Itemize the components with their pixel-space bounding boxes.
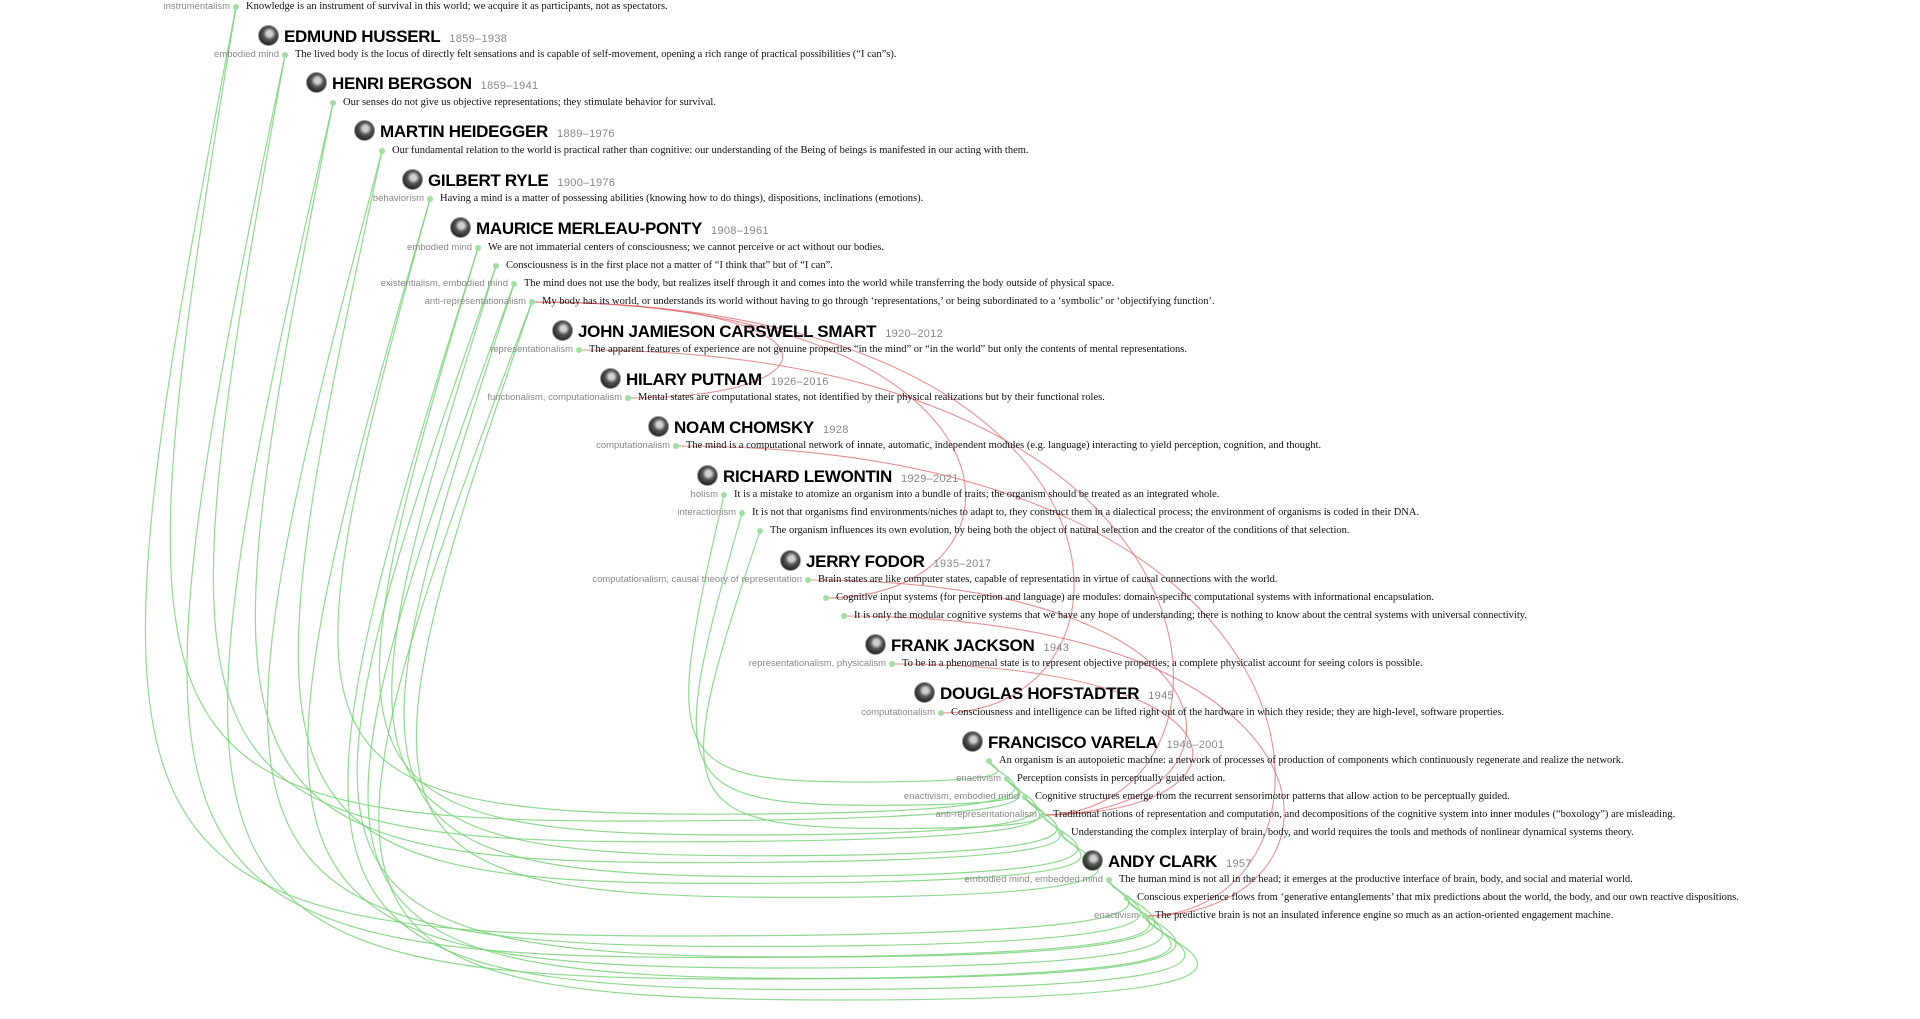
philosopher-name: DOUGLAS HOFSTADTER xyxy=(940,684,1140,703)
merleau-quote[interactable]: My body has its world, or understands its world without having to go through ‘representations,’ or being subordinated to a ‘symbolic’ or ‘objectifying function’. xyxy=(542,296,1215,307)
quote-node[interactable] xyxy=(721,492,727,498)
smart-portrait xyxy=(552,320,573,341)
fodor-quote[interactable]: Cognitive input systems (for perception and language) are modules: domain-specific computational systems with informational encapsulation. xyxy=(836,592,1435,603)
jackson-name xyxy=(891,636,1069,658)
lewontin-quote[interactable]: The organism influences its own evolution, by being both the object of natural selection and the creator of the conditions of that selection. xyxy=(770,525,1350,536)
varela-portrait xyxy=(962,731,983,752)
quote-node[interactable] xyxy=(1106,877,1112,883)
stance-tag: computationalism xyxy=(861,707,935,718)
stance-tag: embodied mind, embedded mind xyxy=(964,874,1103,885)
quote-node[interactable] xyxy=(823,595,829,601)
bergson-portrait xyxy=(306,72,327,93)
lifespan-years: 1957 xyxy=(1226,858,1252,870)
philosopher-name: HENRI BERGSON xyxy=(332,74,472,93)
merleau-name xyxy=(476,219,769,241)
stance-tag: enactivism, embodied mind xyxy=(903,791,1019,802)
philosopher-name: EDMUND HUSSERL xyxy=(284,27,441,46)
lifespan-years: 1928 xyxy=(822,424,849,436)
quote-node[interactable] xyxy=(986,758,992,764)
putnam-quote[interactable]: Mental states are computational states, not identified by their physical realizations but by their functional roles. xyxy=(638,392,1105,403)
dewey-quote[interactable]: Knowledge is an instrument of survival in this world; we acquire it as participants, not as spectators. xyxy=(246,1,668,12)
stance-tag: computationalism xyxy=(596,440,670,451)
quote-node[interactable] xyxy=(529,299,535,305)
husserl-quote[interactable]: The lived body is the locus of directly felt sensations and is capable of self-movement, opening a rich range of practical possibilities (“I can”s). xyxy=(295,49,897,60)
quote-node[interactable] xyxy=(427,196,433,202)
clark-quote[interactable]: Conscious experience flows from ‘generative entanglements’ that mix predictions about the world, the body, and our own reactive dispositions. xyxy=(1137,892,1739,903)
quote-node[interactable] xyxy=(576,347,582,353)
quote-node[interactable] xyxy=(330,100,336,106)
quote-node[interactable] xyxy=(379,148,385,154)
quote-node[interactable] xyxy=(1058,830,1064,836)
lifespan-years: 1943 xyxy=(1043,642,1070,654)
stance-tag: enactivism xyxy=(1094,910,1139,921)
quote-node[interactable] xyxy=(511,281,517,287)
philosopher-name: FRANK JACKSON xyxy=(891,636,1035,655)
quote-node[interactable] xyxy=(625,395,631,401)
quote-node[interactable] xyxy=(1142,913,1148,919)
stance-tag: existentialism, embodied mind xyxy=(380,278,508,289)
quote-node[interactable] xyxy=(1004,776,1010,782)
clark-quote[interactable]: The predictive brain is not an insulated inference engine so much as an action-oriented engagement machine. xyxy=(1155,910,1614,921)
philosopher-name: MAURICE MERLEAU-PONTY xyxy=(476,219,703,238)
stance-tag: representationalism, physicalism xyxy=(748,658,886,669)
stance-tag: functionalism, computationalism xyxy=(487,392,622,403)
varela-quote[interactable]: Cognitive structures emerge from the recurrent sensorimotor patterns that allow action to be perceptually guided. xyxy=(1035,791,1510,802)
varela-name xyxy=(988,733,1224,755)
husserl-portrait xyxy=(258,25,279,46)
lifespan-years: 1926–2016 xyxy=(770,376,829,388)
merleau-quote[interactable]: Consciousness is in the first place not a matter of “I think that” but of “I can”. xyxy=(506,260,833,271)
stance-tag: enactivism xyxy=(956,773,1001,784)
heidegger-portrait xyxy=(354,120,375,141)
lifespan-years: 1935–2017 xyxy=(933,558,992,570)
link-arc xyxy=(379,302,1198,1000)
stance-tag: behaviorism xyxy=(372,193,424,204)
lewontin-quote[interactable]: It is not that organisms find environments/niches to adapt to, they construct them in a dialectical process; the environment of organisms is coded in their DNA. xyxy=(752,507,1420,518)
bergson-name xyxy=(332,74,538,96)
stance-tag: embodied mind xyxy=(214,49,279,60)
clark-name xyxy=(1108,852,1252,874)
stance-tag: representationalism xyxy=(490,344,573,355)
fodor-name xyxy=(806,552,991,574)
stance-tag: instrumentalism xyxy=(163,1,230,12)
lifespan-years: 1889–1976 xyxy=(557,128,615,140)
merleau-quote[interactable]: The mind does not use the body, but realizes itself through it and comes into the world while transferring the body outside of physical space. xyxy=(524,278,1115,289)
philosopher-name: JOHN JAMIESON CARSWELL SMART xyxy=(578,322,877,341)
lewontin-name xyxy=(723,467,959,489)
stance-tag: embodied mind xyxy=(407,242,472,253)
varela-quote[interactable]: Understanding the complex interplay of brain, body, and world requires the tools and methods of nonlinear dynamical systems theory. xyxy=(1071,827,1634,838)
lifespan-years: 1859–1938 xyxy=(449,33,508,45)
ryle-portrait xyxy=(402,169,423,190)
chomsky-name xyxy=(674,418,849,440)
chomsky-portrait xyxy=(648,416,669,437)
philosopher-name: GILBERT RYLE xyxy=(428,171,549,190)
philosopher-name: RICHARD LEWONTIN xyxy=(723,467,892,486)
ryle-quote[interactable]: Having a mind is a matter of possessing abilities (knowing how to do things), dispositions, inclinations (emotions). xyxy=(440,193,924,204)
heidegger-quote[interactable]: Our fundamental relation to the world is practical rather than cognitive: our understanding of the Being of beings is manifested in our acting with them. xyxy=(392,145,1029,156)
philosopher-name: MARTIN HEIDEGGER xyxy=(380,122,549,141)
lifespan-years: 1908–1961 xyxy=(711,225,769,237)
quote-node[interactable] xyxy=(841,613,847,619)
merleau-portrait xyxy=(450,217,471,238)
clark-quote[interactable]: The human mind is not all in the head; it emerges at the productive interface of brain, body, and social and material world. xyxy=(1119,874,1633,885)
varela-quote[interactable]: An organism is an autopoietic machine: a network of processes of production of components which continuously regenerate and realize the network. xyxy=(999,755,1624,766)
quote-node[interactable] xyxy=(493,263,499,269)
quote-node[interactable] xyxy=(673,443,679,449)
quote-node[interactable] xyxy=(805,577,811,583)
lifespan-years: 1900–1976 xyxy=(557,177,616,189)
heidegger-name xyxy=(380,122,615,144)
smart-name xyxy=(578,322,943,344)
varela-quote[interactable]: Perception consists in perceptually guided action. xyxy=(1017,773,1226,784)
lewontin-quote[interactable]: It is a mistake to atomize an organism into a bundle of traits; the organism should be treated as an integrated whole. xyxy=(734,489,1220,500)
lifespan-years: 1945 xyxy=(1148,690,1174,702)
bergson-quote[interactable]: Our senses do not give us objective representations; they stimulate behavior for survival. xyxy=(343,97,716,108)
quote-node[interactable] xyxy=(739,510,745,516)
hofstadter-name xyxy=(940,684,1174,706)
lewontin-portrait xyxy=(697,465,718,486)
stance-tag: anti-representationalism xyxy=(424,296,526,307)
lifespan-years: 1946–2001 xyxy=(1166,739,1225,751)
philosopher-name: JERRY FODOR xyxy=(806,552,925,571)
fodor-quote[interactable]: Brain states are like computer states, capable of representation in virtue of causal connections with the world. xyxy=(818,574,1278,585)
philosopher-name: NOAM CHOMSKY xyxy=(674,418,814,437)
chomsky-quote[interactable]: The mind is a computational network of innate, automatic, independent modules (e.g. language) interacting to yield perception, cognition, and thought. xyxy=(686,440,1322,451)
stance-tag: holism xyxy=(690,489,718,500)
stance-tag: computationalism, causal theory of representation xyxy=(592,574,802,585)
ryle-name xyxy=(428,171,615,193)
quote-node[interactable] xyxy=(475,245,481,251)
putnam-name xyxy=(626,370,829,392)
quote-node[interactable] xyxy=(1124,895,1130,901)
fodor-quote[interactable]: It is only the modular cognitive systems that we have any hope of understanding; there is nothing to know about the central systems with universal connectivity. xyxy=(854,610,1527,621)
lifespan-years: 1920–2012 xyxy=(885,328,944,340)
quote-node[interactable] xyxy=(757,528,763,534)
jackson-quote[interactable]: To be in a phenomenal state is to represent objective properties; a complete physicalist account for seeing colors is possible. xyxy=(902,658,1423,669)
quote-node[interactable] xyxy=(889,661,895,667)
putnam-portrait xyxy=(600,368,621,389)
jackson-portrait xyxy=(865,634,886,655)
lifespan-years: 1859–1941 xyxy=(480,80,539,92)
philosopher-name: FRANCISCO VARELA xyxy=(988,733,1158,752)
quote-node[interactable] xyxy=(938,710,944,716)
smart-quote[interactable]: The apparent features of experience are not genuine properties “in the mind” or “in the world” but only the contents of mental representations. xyxy=(589,344,1187,355)
hofstadter-portrait xyxy=(914,682,935,703)
husserl-name xyxy=(284,27,507,49)
fodor-portrait xyxy=(780,550,801,571)
quote-node[interactable] xyxy=(1040,812,1046,818)
varela-quote[interactable]: Traditional notions of representation and computation, and decompositions of the cognitive system into inner modules (“boxology”) are misleading. xyxy=(1053,809,1676,820)
clark-portrait xyxy=(1082,850,1103,871)
stance-tag: interactionism xyxy=(677,507,736,518)
stance-tag: anti-representationalism xyxy=(935,809,1037,820)
philosopher-name: HILARY PUTNAM xyxy=(626,370,762,389)
quote-node[interactable] xyxy=(282,52,288,58)
lifespan-years: 1929–2021 xyxy=(900,473,959,485)
merleau-quote[interactable]: We are not immaterial centers of consciousness; we cannot perceive or act without our bodies. xyxy=(488,242,884,253)
quote-node[interactable] xyxy=(1022,794,1028,800)
quote-node[interactable] xyxy=(233,4,239,10)
hofstadter-quote[interactable]: Consciousness and intelligence can be lifted right out of the hardware in which they reside; they are high-level, software properties. xyxy=(951,707,1505,718)
philosopher-name: ANDY CLARK xyxy=(1108,852,1218,871)
